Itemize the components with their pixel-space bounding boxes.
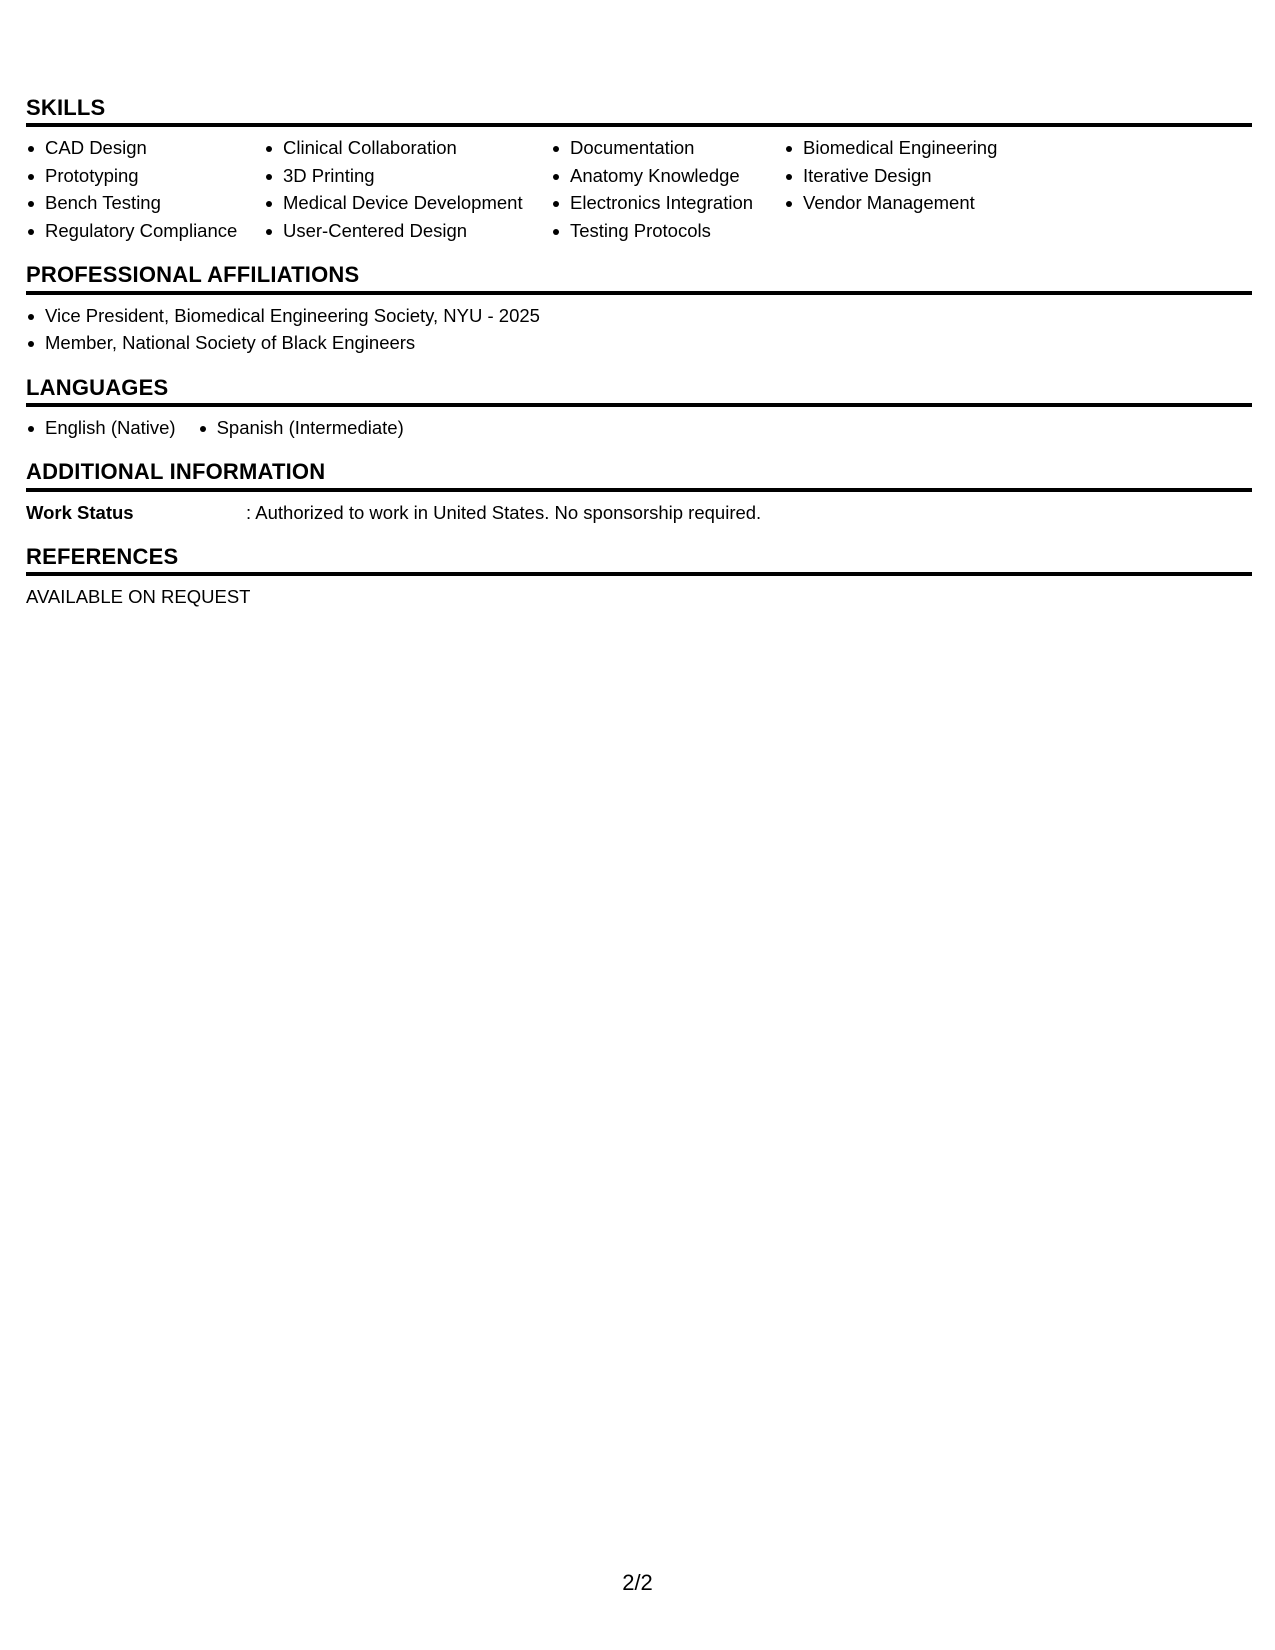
skill-item: 3D Printing	[264, 162, 551, 190]
skill-item: Biomedical Engineering	[784, 134, 1044, 162]
languages-list	[26, 414, 1252, 442]
section-title-affiliations: PROFESSIONAL AFFILIATIONS	[26, 262, 1252, 294]
skills-grid	[26, 134, 1252, 244]
skills-column-4	[784, 134, 1044, 217]
work-status-label: Work Status	[26, 501, 134, 523]
references-section	[26, 544, 1252, 610]
skills-column-2	[264, 134, 551, 244]
references-text: AVAILABLE ON REQUEST	[26, 585, 251, 607]
skill-item: Testing Protocols	[551, 217, 784, 245]
section-title-skills: SKILLS	[26, 95, 1252, 127]
affiliation-item: Member, National Society of Black Engineers	[26, 329, 1252, 357]
additional-info-section	[26, 459, 1252, 525]
skills-column-3	[551, 134, 784, 244]
skills-section	[26, 95, 1252, 244]
skills-column-1	[26, 134, 264, 244]
section-title-additional-info: ADDITIONAL INFORMATION	[26, 459, 1252, 491]
affiliations-section	[26, 262, 1252, 356]
skill-item: Electronics Integration	[551, 189, 784, 217]
skill-item: Documentation	[551, 134, 784, 162]
skill-item: User-Centered Design	[264, 217, 551, 245]
languages-section	[26, 375, 1252, 442]
section-title-languages: LANGUAGES	[26, 375, 1252, 407]
skill-item: CAD Design	[26, 134, 264, 162]
skill-item: Clinical Collaboration	[264, 134, 551, 162]
skill-item: Vendor Management	[784, 189, 1044, 217]
affiliations-list	[26, 302, 1252, 357]
skill-item: Bench Testing	[26, 189, 264, 217]
work-status-row	[26, 499, 1252, 526]
section-title-references: REFERENCES	[26, 544, 1252, 576]
skill-item: Prototyping	[26, 162, 264, 190]
resume-page	[26, 95, 1252, 628]
page-number: 2/2	[622, 1570, 653, 1595]
language-item: Spanish (Intermediate)	[198, 414, 404, 442]
skill-item: Anatomy Knowledge	[551, 162, 784, 190]
work-status-value: : Authorized to work in United States. No sponsorship required.	[246, 499, 761, 526]
language-item: English (Native)	[26, 414, 176, 442]
affiliation-item: Vice President, Biomedical Engineering Society, NYU - 2025	[26, 302, 1252, 330]
skill-item: Regulatory Compliance	[26, 217, 264, 245]
skill-item: Iterative Design	[784, 162, 1044, 190]
skill-item: Medical Device Development	[264, 189, 551, 217]
